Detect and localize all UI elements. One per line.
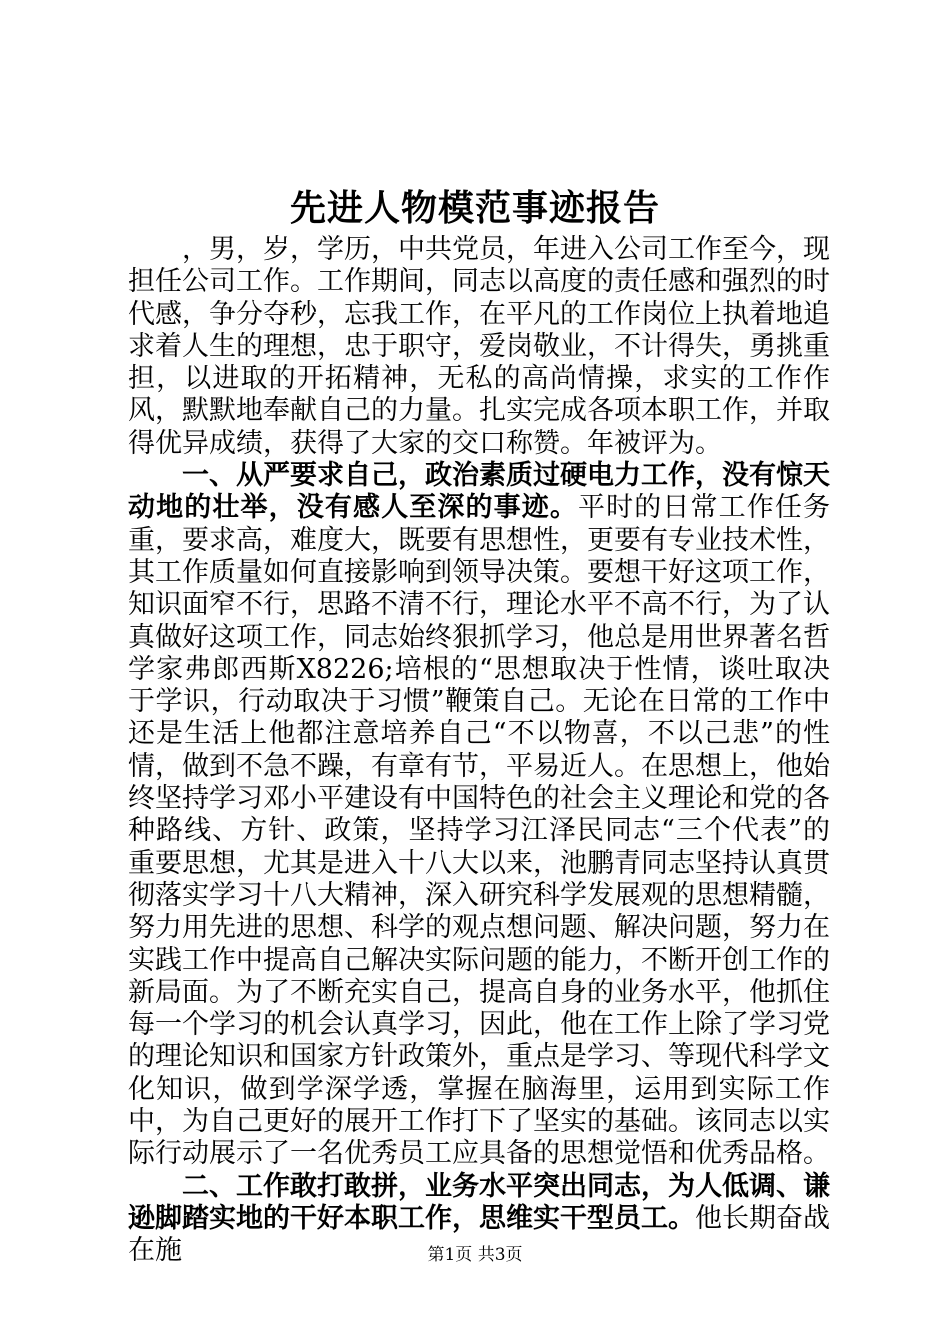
paragraph-section-1 bbox=[128, 460, 830, 1171]
document-body bbox=[128, 234, 830, 1268]
paragraph-text: 他长期奋战在施 bbox=[128, 1202, 830, 1267]
paragraph-text: 平时的日常工作任务重，要求高，难度大，既要有思想性，更要有专业技术性，其工作质量如何直接影响到领导决策。要想干好这项工作，知识面窄不行，思路不清不行，理论水平不高不行，为了认真做好这项工作，同志始终狠抓学习，他总是用世界著名哲学家弗郎西斯X8226;培根的“思想取决于性情，谈吐取决于学识，行动取决于习惯”鞭策自己。无论在日常的工作中还是生活上他都注意培养自己“不以物喜，不以己悲”的性情，做到不急不躁，有章有节，平易近人。在思想上，他始终坚持学习邓小平建设有中国特色的社会主义理论和党的各种路线、方针、政策，坚持学习江泽民同志“三个代表”的重要思想，尤其是进入十八大以来，池鹏青同志坚持认真贯彻落实学习十八大精神，深入研究科学发展观的思想精髓，努力用先进的思想、科学的观点想问题、解决问题，努力在实践工作中提高自己解决实际问题的能力，不断开创工作的新局面。为了不断充实自己，提高自身的业务水平，他抓住每一个学习的机会认真学习，因此，他在工作上除了学习党的理论知识和国家方针政策外，重点是学习、等现代科学文化知识，做到学深学透，掌握在脑海里，运用到实际工作中，为自己更好的展开工作打下了坚实的基础。该同志以实际行动展示了一名优秀员工应具备的思想觉悟和优秀品格。 bbox=[128, 492, 830, 1170]
section-2-heading: 二、工作敢打敢拼，业务水平突出同志，为人低调、谦逊脚踏实地的干好本职工作，思维实干型员工。 bbox=[128, 1170, 830, 1234]
page-number-footer: 第1页 共3页 bbox=[427, 1245, 523, 1265]
paragraph-intro bbox=[128, 234, 830, 460]
section-1-heading: 一、从严要求自己，政治素质过硬电力工作，没有惊天动地的壮举，没有感人至深的事迹。 bbox=[128, 460, 830, 524]
document-title: 先进人物模范事迹报告 bbox=[289, 187, 660, 229]
paragraph-text: ，男，岁，学历，中共党员，年进入公司工作至今，现担任公司工作。工作期间，同志以高度的责任感和强烈的时代感，争分夺秒，忘我工作，在平凡的工作岗位上执着地追求着人生的理想，忠于职守，爱岗敬业，不计得失，勇挑重担，以进取的开拓精神，无私的高尚情操，求实的工作作风，默默地奉献自己的力量。扎实完成各项本职工作，并取得优异成绩，获得了大家的交口称赞。年被评为。 bbox=[128, 234, 830, 459]
